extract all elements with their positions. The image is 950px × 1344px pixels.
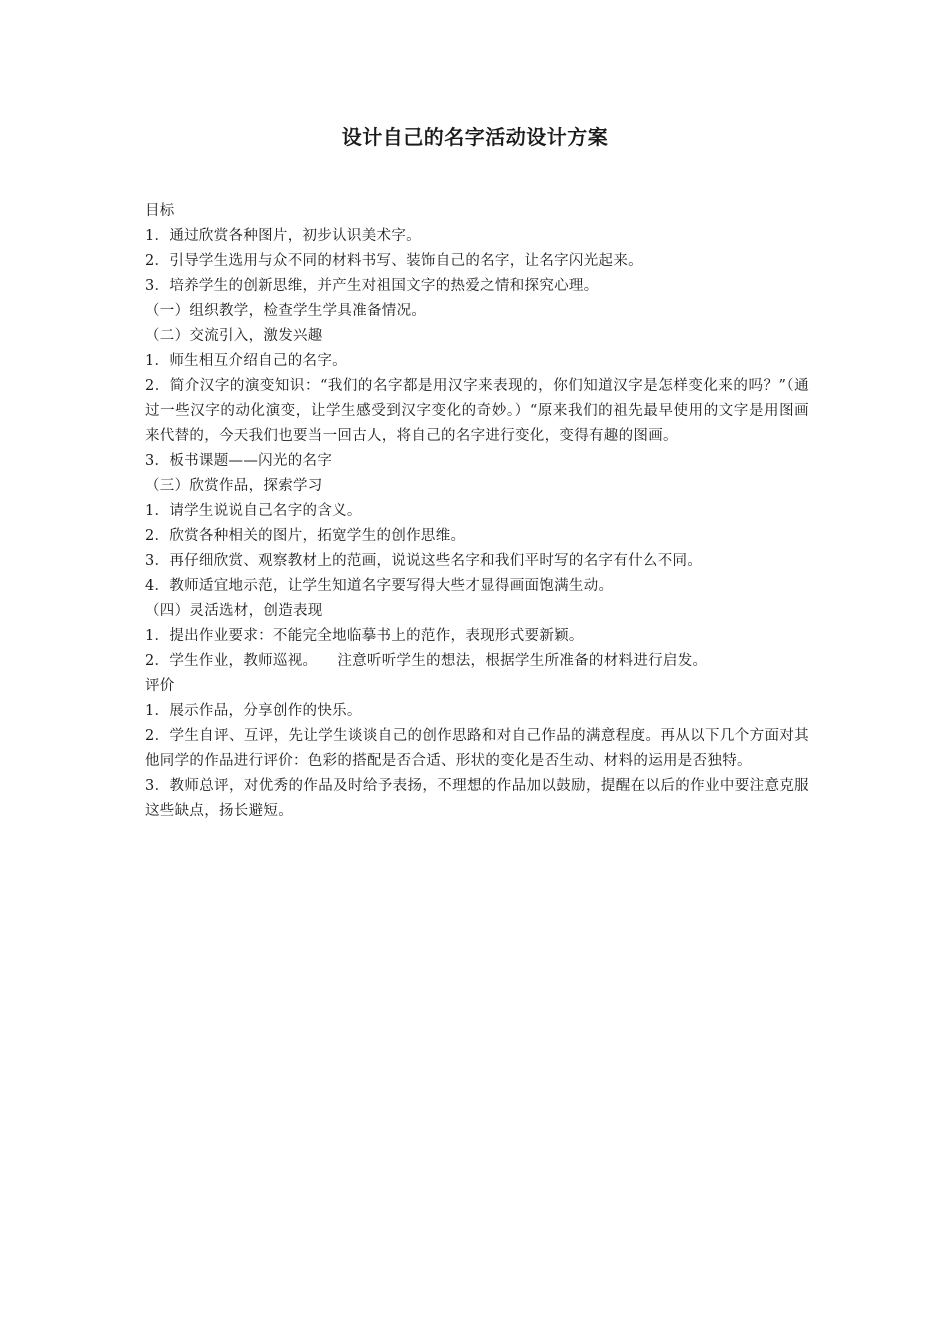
section-heading-goals: 目标 [145,203,175,219]
document-body [145,199,809,824]
section-heading: （二）交流引入，激发兴趣 [145,328,323,344]
step-item-part: 2．学生作业，教师巡视。 [145,653,318,669]
section-heading: （一）组织教学，检查学生学具准备情况。 [145,303,427,319]
step-item: 1．请学生说说自己名字的含义。 [145,503,362,519]
step-item: 3．再仔细欣赏、观察教材上的范画，说说这些名字和我们平时写的名字有什么不同。 [145,553,703,569]
goal-item: 3．培养学生的创新思维，并产生对祖国文字的热爱之情和探究心理。 [145,278,599,294]
step-item-part: 注意听听学生的想法，根据学生所准备的材料进行启发。 [337,653,708,669]
step-item: 2．欣赏各种相关的图片，拓宽学生的创作思维。 [145,528,466,544]
evaluation-item: 2．学生自评、互评，先让学生谈谈自己的创作思路和对自己作品的满意程度。再从以下几个方面对其他同学的作品进行评价：色彩的搭配是否合适、形状的变化是否生动、材料的运用是否独特。 [145,728,809,769]
step-item: 2．简介汉字的演变知识：“我们的名字都是用汉字来表现的，你们知道汉字是怎样变化来的吗？”（通过一些汉字的动化演变，让学生感受到汉字变化的奇妙。）“原来我们的祖先最早使用的文字是用图画来代替的，今天我们也要当一回古人，将自己的名字进行变化，变得有趣的图画。 [145,378,809,444]
evaluation-item: 3．教师总评，对优秀的作品及时给予表扬，不理想的作品加以鼓励，提醒在以后的作业中要注意克服这些缺点，扬长避短。 [145,778,809,819]
section-heading: （三）欣赏作品，探索学习 [145,478,323,494]
section-heading-evaluation: 评价 [145,678,175,694]
step-item: 1．提出作业要求：不能完全地临摹书上的范作，表现形式要新颖。 [145,628,584,644]
section-heading: （四）灵活选材，创造表现 [145,603,323,619]
step-item: 4．教师适宜地示范，让学生知道名字要写得大些才显得画面饱满生动。 [145,578,614,594]
goal-item: 1．通过欣赏各种图片，初步认识美术字。 [145,228,421,244]
goal-item: 2．引导学生选用与众不同的材料书写、装饰自己的名字，让名字闪光起来。 [145,253,643,269]
step-item: 1．师生相互介绍自己的名字。 [145,353,347,369]
evaluation-item: 1．展示作品，分享创作的快乐。 [145,703,362,719]
step-item-combined [145,649,809,674]
step-item: 3．板书课题——闪光的名字 [145,453,333,469]
document-title: 设计自己的名字活动设计方案 [341,125,609,149]
